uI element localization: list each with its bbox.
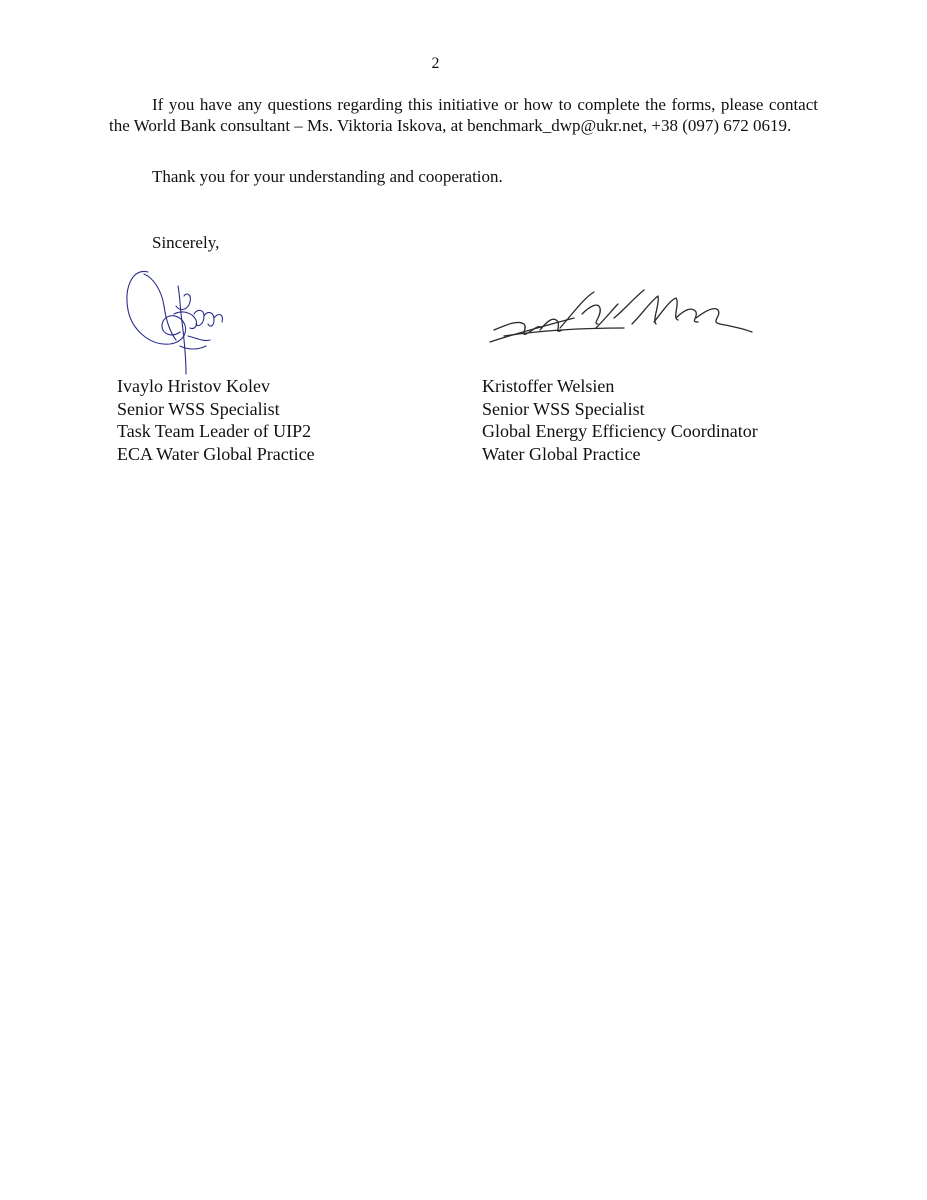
signatory-unit: Water Global Practice [482, 444, 641, 465]
signatory-name: Kristoffer Welsien [482, 376, 615, 396]
signatory-welsien [482, 375, 758, 466]
signatory-role: Global Energy Efficiency Coordinator [482, 421, 758, 442]
signatory-kolev [117, 375, 315, 466]
signatory-title: Senior WSS Specialist [117, 398, 280, 419]
signatory-unit: ECA Water Global Practice [117, 444, 315, 465]
thanks-paragraph: Thank you for your understanding and cooperation. [152, 167, 503, 186]
contact-paragraph: If you have any questions regarding this initiative or how to complete the forms, please contact the World Bank consultant – Ms. Viktoria Iskova, at benchmark_dwp@ukr.net, +38 (097) 672 0619. [109, 95, 818, 135]
signature-welsien-icon [484, 284, 754, 350]
closing: Sincerely, [152, 233, 220, 252]
page-number: 2 [431, 55, 440, 72]
signature-kolev-icon [118, 266, 238, 378]
signatory-title: Senior WSS Specialist [482, 398, 645, 419]
signatory-role: Task Team Leader of UIP2 [117, 421, 312, 442]
signatory-name: Ivaylo Hristov Kolev [117, 376, 270, 396]
